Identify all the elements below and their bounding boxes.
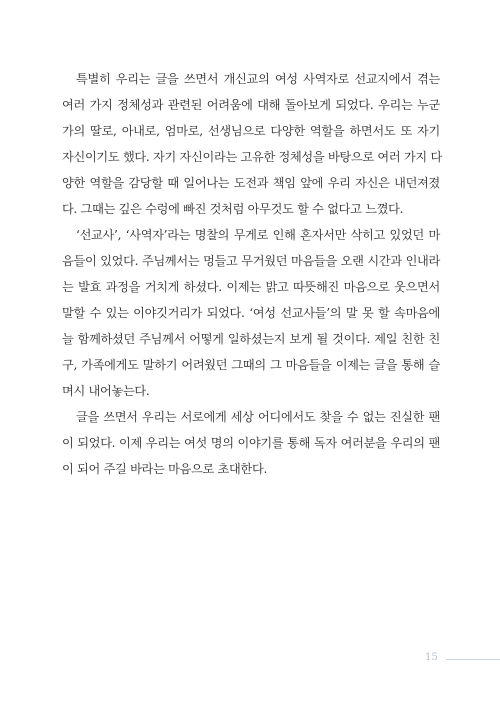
- text-line: 가의 딸로, 아내로, 엄마로, 선생님으로 다양한 역할을 하면서도 또 자기: [62, 124, 440, 138]
- text-line: 여러 가지 정체성과 관련된 어려움에 대해 돌아보게 되었다. 우리는 누군: [62, 98, 440, 112]
- text-line: 음들이 있었다. 주님께서는 멍들고 무거웠던 마음들을 오랜 시간과 인내라: [62, 254, 440, 268]
- paragraph-3: [62, 404, 440, 482]
- text-line: 다. 그때는 깊은 수렁에 빠진 것처럼 아무것도 할 수 없다고 느꼈다.: [62, 202, 404, 216]
- paragraph-2: [62, 222, 440, 404]
- paragraph-1: [62, 66, 440, 222]
- text-line: 이 되어 주길 바라는 마음으로 초대한다.: [62, 462, 268, 476]
- text-line: ‘선교사’, ‘사역자’라는 명찰의 무게로 인해 혼자서만 삭히고 있었던 마: [76, 228, 440, 242]
- text-line: 늘 함께하셨던 주님께서 어떻게 일하셨는지 보게 될 것이다. 제일 친한 친: [62, 332, 440, 346]
- text-line: 양한 역할을 감당할 때 일어나는 도전과 책임 앞에 우리 자신은 내던져졌: [62, 176, 440, 190]
- text-line: 구, 가족에게도 말하기 어려웠던 그때의 그 마음들을 이제는 글을 통해 슬: [62, 358, 440, 372]
- text-line: 글을 쓰면서 우리는 서로에게 세상 어디에서도 찾을 수 없는 진실한 팬: [76, 410, 440, 424]
- body-text: [62, 66, 440, 482]
- page-footer: [0, 652, 500, 672]
- text-line: 는 발효 과정을 거치게 하셨다. 이제는 밝고 따뜻해진 마음으로 웃으면서: [62, 280, 440, 294]
- page-number: 15: [425, 652, 438, 663]
- footer-rule: [446, 659, 500, 660]
- text-line: 이 되었다. 이제 우리는 여섯 명의 이야기를 통해 독자 여러분을 우리의 팬: [62, 436, 440, 450]
- text-line: 말할 수 있는 이야깃거리가 되었다. ‘여성 선교사들’의 말 못 할 속마음에: [62, 306, 440, 320]
- text-line: 특별히 우리는 글을 쓰면서 개신교의 여성 사역자로 선교지에서 겪는: [76, 72, 440, 86]
- text-line: 자신이기도 했다. 자기 자신이라는 고유한 정체성을 바탕으로 여러 가지 다: [62, 150, 442, 164]
- text-line: 며시 내어놓는다.: [62, 384, 150, 398]
